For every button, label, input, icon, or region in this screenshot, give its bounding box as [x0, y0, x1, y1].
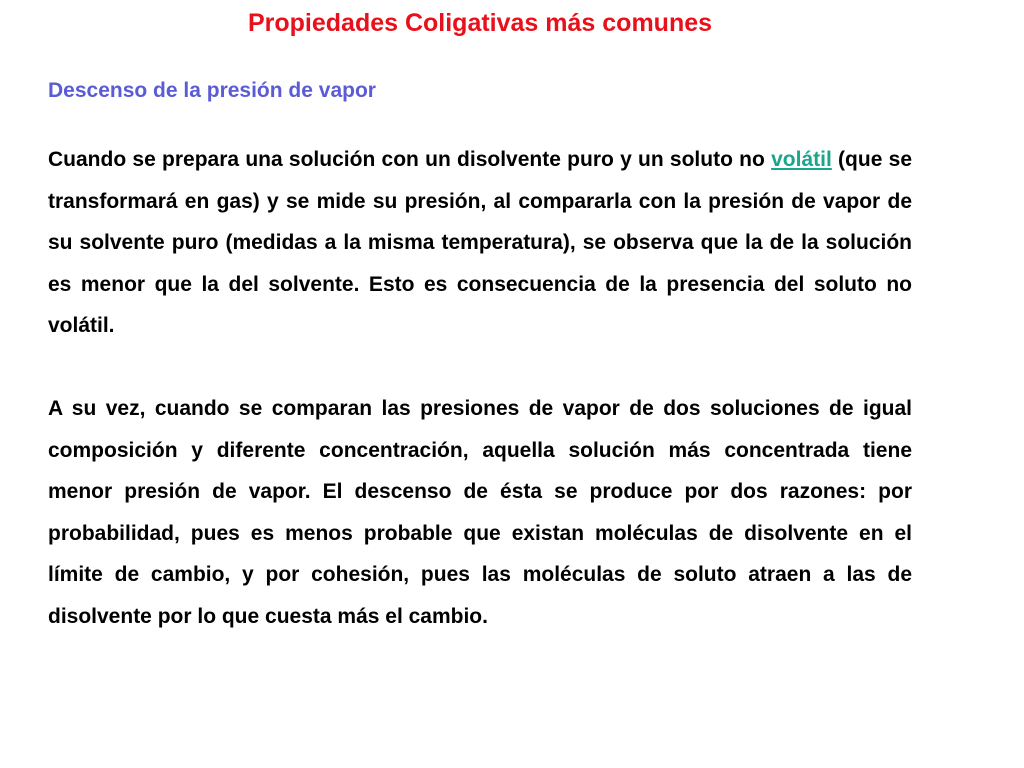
paragraph-2: A su vez, cuando se comparan las presiones de vapor de dos soluciones de igual composición y diferente concentración, aquella solución más concentrada tiene menor presión de vapor. El descenso de ésta se produce por dos razones: por probabilidad, pues es menos probable que existan moléculas de disolvente en el límite de cambio, y por cohesión, pues las moléculas de soluto atraen a las de disolvente por lo que cuesta más el cambio.: [48, 397, 912, 628]
section-subtitle: Descenso de la presión de vapor: [48, 79, 376, 102]
slide-body: [48, 139, 912, 637]
paragraph-1-text-start: Cuando se prepara una solución con un disolvente puro y un soluto no: [48, 148, 772, 171]
paragraph-1: [48, 139, 912, 347]
slide-title: Propiedades Coligativas más comunes: [247, 9, 713, 37]
paragraph-1-text-end: (que se transformará en gas) y se mide su presión, al compararla con la presión de vapor de su solvente puro (medidas a la misma temperatura), se observa que la de la solución es menor que la del solvente. Esto es consecuencia de la presencia del soluto no volátil.: [48, 148, 913, 337]
volatil-link[interactable]: volátil: [771, 148, 832, 171]
